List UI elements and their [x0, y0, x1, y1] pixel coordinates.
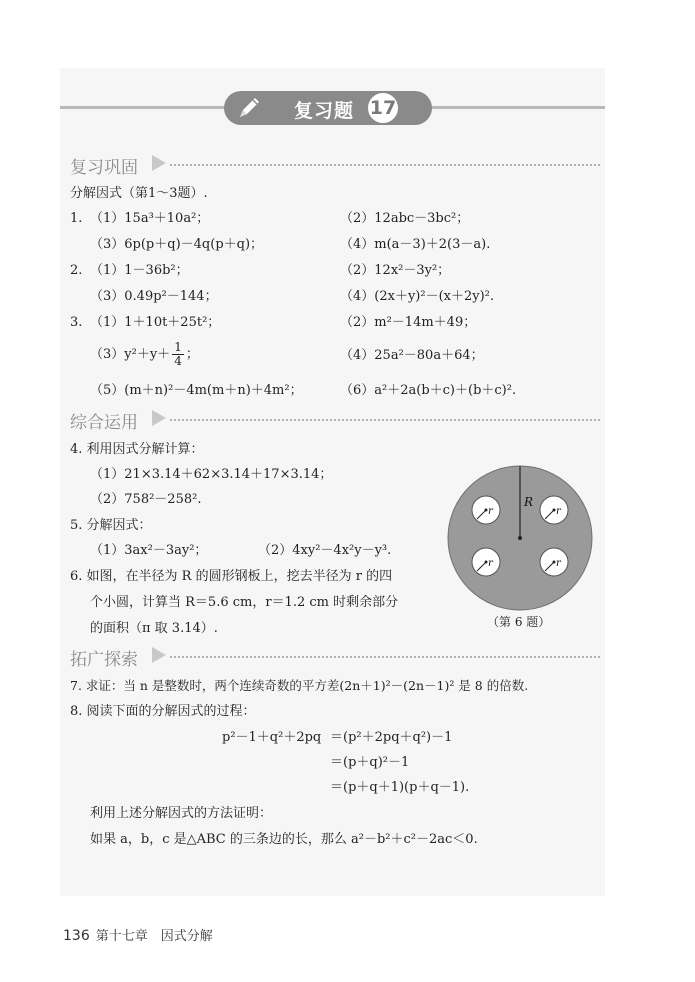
q1-part1: （1）15a³＋10a²；	[90, 211, 210, 226]
fraction-numerator: 1	[174, 340, 182, 354]
small-circle	[540, 548, 568, 576]
section-review	[70, 153, 600, 178]
page-footer	[63, 925, 213, 944]
pencil-icon	[236, 95, 262, 121]
q2-part3: （3）0.49p²－144；	[90, 289, 218, 304]
q1-part3: （3）6p(p＋q)－4q(p＋q)；	[90, 237, 264, 252]
section-explore	[70, 645, 600, 670]
figure-caption: （第 6 题）	[487, 615, 551, 629]
q2-part4: （4）(2x＋y)²－(x＋2y)².	[340, 289, 495, 304]
chapter-title: 第十七章 因式分解	[95, 929, 213, 944]
intro-text: 分解因式（第1～3题）.	[70, 186, 208, 201]
page-number: 136	[63, 928, 90, 944]
q8-instruction: 利用上述分解因式的方法证明：	[90, 806, 273, 821]
q3-part4: （4）25a²－80a＋64；	[340, 348, 484, 363]
q3-part3-prefix: （3）	[90, 347, 125, 362]
small-circle	[472, 548, 500, 576]
dotted-rule	[170, 656, 600, 658]
big-radius-label: R	[524, 495, 534, 509]
big-center	[518, 536, 522, 540]
q3-part1: （1）1＋10t＋25t²；	[90, 315, 221, 330]
q8-eq1-right: ＝(p²＋2pq＋q²)－1	[330, 730, 453, 745]
small-radius-label: r	[556, 506, 561, 517]
q3-part3	[90, 340, 199, 370]
header-title: 复习题	[294, 100, 355, 122]
q5-part1: （1）3ax²－3ay²；	[90, 543, 208, 558]
q4-stem: 4. 利用因式分解计算：	[70, 442, 204, 457]
q6-line3: 的面积（π 取 3.14）.	[90, 621, 218, 636]
q3-part3-math: y²＋y＋	[124, 347, 171, 362]
q3-part2: （2）m²－14m＋49；	[340, 315, 477, 330]
fraction	[172, 341, 184, 368]
header-number: 17	[366, 91, 400, 125]
q7-text: 7. 求证：当 n 是整数时，两个连续奇数的平方差(2n＋1)²－(2n－1)² 是 8 的倍数.	[70, 678, 529, 693]
q2-part1: （1）1－36b²；	[90, 263, 189, 278]
q3-part5: （5）(m＋n)²－4m(m＋n)＋4m²；	[90, 383, 303, 398]
q8-claim: 如果 a，b，c 是△ABC 的三条边的长，那么 a²－b²＋c²－2ac＜0.	[90, 832, 478, 847]
small-circle	[540, 496, 568, 524]
q3-label: 3.	[70, 315, 83, 330]
section-title: 复习巩固	[70, 158, 138, 178]
q2-label: 2.	[70, 263, 83, 278]
section-title: 拓广探索	[70, 650, 138, 670]
small-radius-label: r	[488, 558, 493, 569]
small-radius-label: r	[556, 558, 561, 569]
q4-part2: （2）758²－258².	[90, 492, 202, 507]
arrow-icon	[152, 155, 166, 171]
q1-label: 1.	[70, 211, 83, 226]
figure-steel-plate	[444, 462, 596, 614]
small-radius-label: r	[488, 506, 493, 517]
q8-eq2: ＝(p＋q)²－1	[330, 755, 410, 770]
q6-line1: 6. 如图，在半径为 R 的圆形钢板上，挖去半径为 r 的四	[70, 569, 393, 584]
q1-part4: （4）m(a－3)＋2(3－a).	[340, 237, 491, 252]
arrow-icon	[152, 647, 166, 663]
q5-stem: 5. 分解因式：	[70, 518, 152, 533]
section-apply	[70, 408, 600, 433]
q3-part3-suffix: ；	[185, 347, 199, 362]
q8-eq1-left: p²－1＋q²＋2pq	[222, 730, 322, 745]
section-title: 综合运用	[70, 413, 138, 433]
q3-part6: （6）a²＋2a(b＋c)＋(b＋c)².	[340, 383, 517, 398]
arrow-icon	[152, 410, 166, 426]
q5-part2: （2）4xy²－4x²y－y³.	[258, 543, 392, 558]
q8-eq3: ＝(p＋q＋1)(p＋q－1).	[330, 780, 470, 795]
fraction-denominator: 4	[174, 354, 182, 368]
q2-part2: （2）12x²－3y²；	[340, 263, 451, 278]
q6-line2: 个小圆，计算当 R＝5.6 cm，r＝1.2 cm 时剩余部分	[90, 595, 399, 610]
dotted-rule	[170, 419, 600, 421]
q8-stem: 8. 阅读下面的分解因式的过程：	[70, 704, 256, 719]
dotted-rule	[170, 164, 600, 166]
q4-part1: （1）21×3.14＋62×3.14＋17×3.14；	[90, 467, 333, 482]
q1-part2: （2）12abc－3bc²；	[340, 211, 470, 226]
small-circle	[472, 496, 500, 524]
